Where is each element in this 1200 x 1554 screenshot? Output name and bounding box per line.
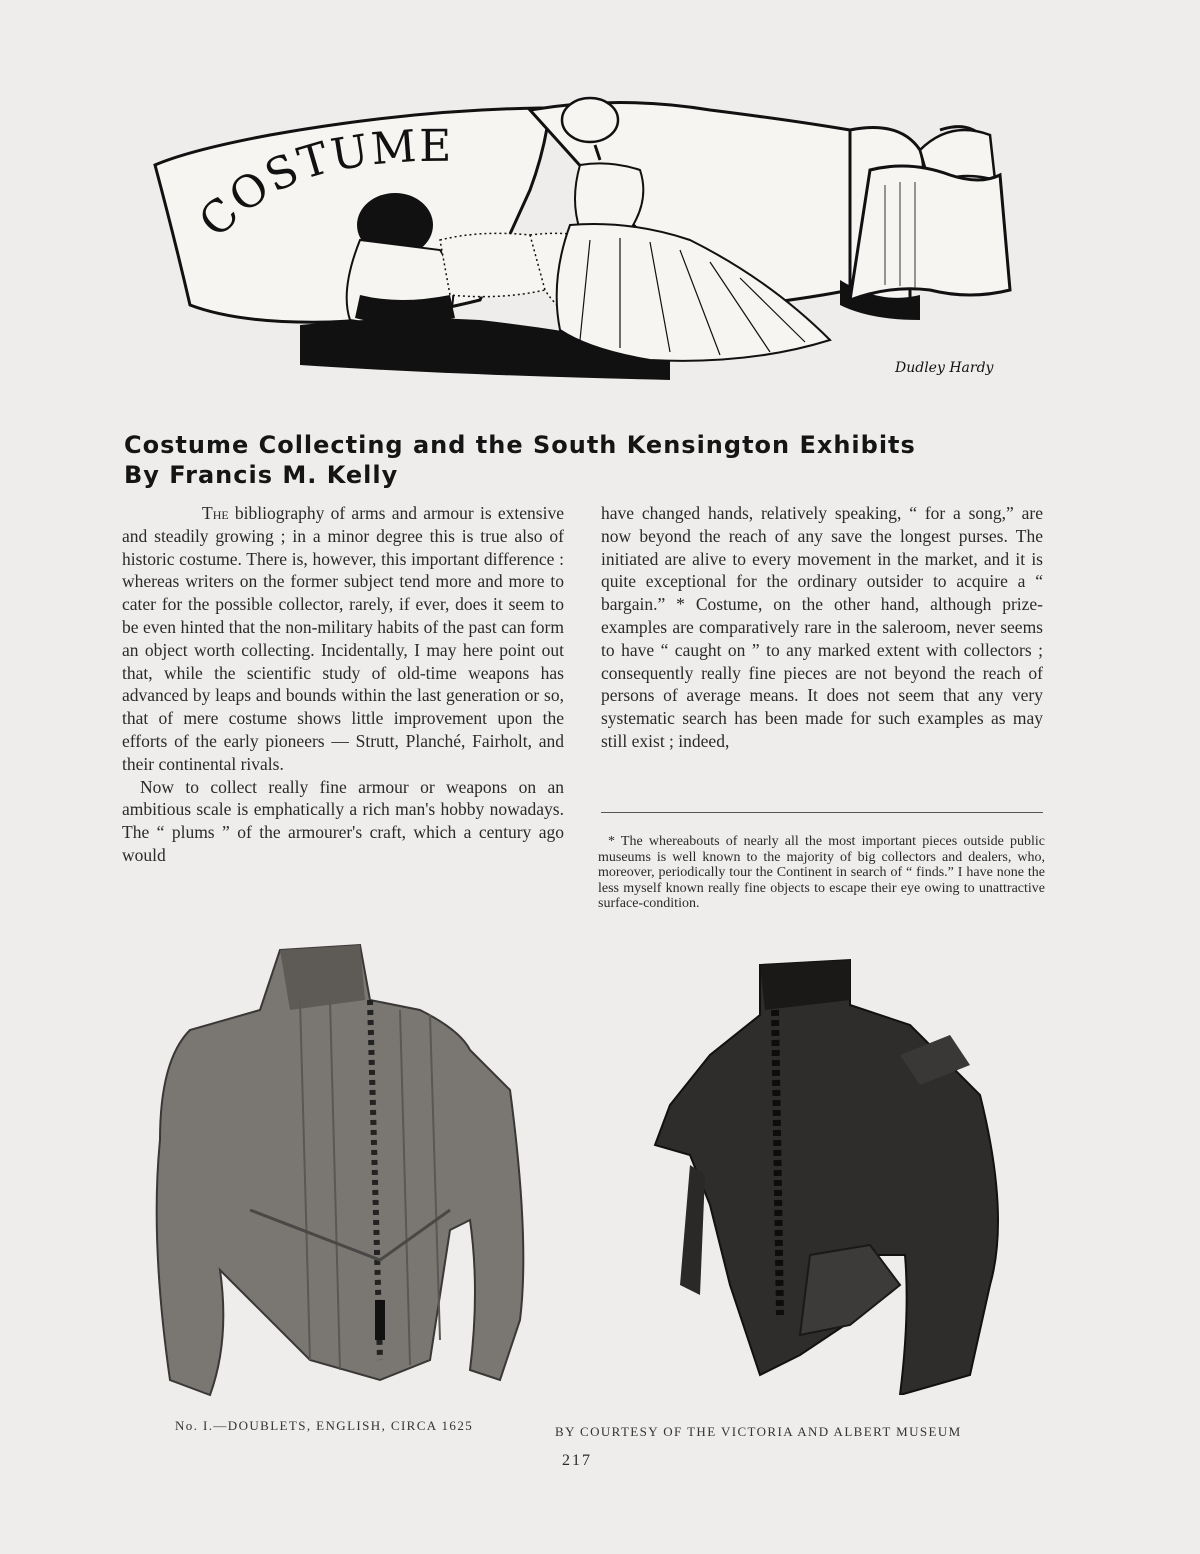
footnote [598,834,1045,912]
banner-drawing [150,90,1030,390]
paragraph-3: have changed hands, relatively speaking, “ for a song,” are now beyond the reach of any save the longest purses. The initiated are alive to every movement in the market, and it is quite exceptional for the ordinary outsider to acquire a “ bargain.” * Costume, on the other hand, although prize-examples are comparatively rare in the saleroom, never seems to have “ caught on ” to any marked extent with collectors ; consequently really fine pieces are not beyond the reach of persons of average means. It does not seem that any very systematic search has been made for such examples as may still exist ; indeed, [601,503,1043,751]
figure-caption [175,1418,473,1434]
drop-lead: The [202,503,229,523]
figure-credit: BY COURTESY OF THE VICTORIA AND ALBERT MUSEUM [555,1424,962,1439]
figure-caption-text: —DOUBLETS, ENGLISH, CIRCA 1625 [213,1418,474,1433]
doublet-photo-left [150,940,570,1400]
article-byline: By Francis M. Kelly [124,461,399,489]
page-number: 217 [562,1452,592,1469]
paragraph-1-text: bibliography of arms and armour is extensive and steadily growing ; in a minor degree this is true also of historic costume. There is, however, this important difference : whereas writers on the former subject tend more and more to cater for the possible collector, rarely, if ever, does it seem to be even hinted that the non-military habits of the past can form an object worth collecting. Incidentally, I may here point out that, while the scientific study of old-time weapons has advanced by leaps and bounds within the last generation or so, that of mere costume shows little improvement upon the efforts of the early pioneers — Strutt, Planché, Fairholt, and their continental rivals. [122,503,564,774]
artist-signature: Dudley Hardy [895,360,994,376]
figure-number: No. I. [175,1418,214,1433]
article-header [124,430,1024,490]
footnote-text: * The whereabouts of nearly all the most important pieces outside public museums is well known to the majority of big collectors and dealers, who, moreover, periodically tour the Continent in search of “ finds.” I have none the less myself known really fine objects to escape their eye owing to unattractive surface-condition. [598,834,1045,911]
right-column [601,502,1043,753]
left-column [122,502,564,867]
paragraph-1 [122,502,564,776]
doublet-photo-right [650,955,1010,1395]
footnote-divider [601,812,1043,813]
article-title: Costume Collecting and the South Kensington Exhibits [124,431,916,459]
header-illustration [150,90,1030,390]
paragraph-2: Now to collect really fine armour or weapons on an ambitious scale is emphatically a rich man's hobby nowadays. The “ plums ” of the armourer's craft, which a century ago would [122,776,564,865]
banner-title: COSTUME [189,120,454,248]
